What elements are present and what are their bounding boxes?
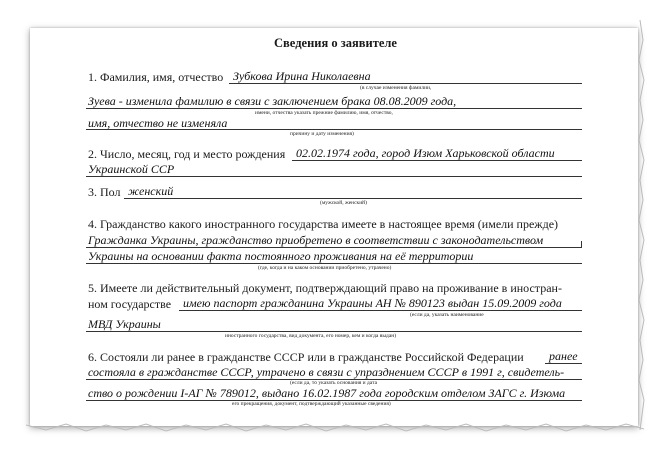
item5-value-line1: имею паспорт гражданина Украины АН № 890123 выдан 15.09.2009 года	[183, 296, 562, 310]
item1-value-line2: Зуева - изменила фамилию в связи с заключением брака 08.08.2009 года,	[88, 94, 457, 108]
item6-line1	[545, 363, 582, 364]
item1-line2	[86, 108, 582, 109]
item6-hint2: его прекращения, документ, подтверждающий указанные сведения)	[232, 401, 391, 407]
item1-value-line1: Зубкова Ирина Николаевна	[233, 69, 371, 83]
item5-hint2: иностранного государства, вид документа, его номер, кем и когда выдан)	[225, 333, 397, 339]
document-title: Сведения о заявителе	[274, 36, 397, 50]
item5-line2	[86, 331, 582, 332]
item2-label: 2. Число, месяц, год и место рождения	[88, 147, 286, 161]
item6-hint1: (если да, то указать основания и дата	[290, 380, 378, 386]
item5-hint1: (если да, указать наименование	[410, 312, 484, 318]
item2-value-line2: Украинской ССР	[88, 162, 175, 176]
item4-line2	[86, 263, 582, 264]
item1-line3	[86, 129, 582, 130]
item3-line	[124, 198, 582, 199]
item1-line1	[229, 83, 582, 84]
item5-line1	[179, 310, 582, 311]
item1-hint2: имени, отчества указать прежние фамилию, имя, отчество,	[255, 110, 393, 116]
item5-value-line2: МВД Украины	[88, 317, 161, 331]
item6-value-line1: ранее	[549, 349, 578, 363]
item4-line1	[86, 247, 582, 248]
item4-label: 4. Гражданство какого иностранного государства имеете в настоящее время (имели прежде)	[88, 217, 559, 231]
item4-value-line1: Гражданка Украины, гражданство приобретено в соответствии с законодательством	[88, 233, 544, 247]
item4-line1-end-tick	[581, 241, 582, 248]
item5-label-line2: ном государстве	[88, 297, 172, 311]
item2-value-line1: 02.02.1974 года, город Изюм Харьковской области	[296, 146, 555, 160]
item4-hint: (где, когда и на каком основании приобретено, утрачено)	[258, 265, 392, 271]
torn-edge-bottom	[26, 421, 644, 435]
torn-edge-right	[637, 20, 647, 430]
item1-value-line3: имя, отчество не изменяла	[88, 116, 228, 130]
item3-hint: (мужской, женский)	[320, 200, 367, 206]
item6-value-line3: ство о рождении I-АГ № 789012, выдано 16.02.1987 года городским отделом ЗАГС г. Изюма	[88, 386, 566, 400]
item3-label: 3. Пол	[88, 185, 121, 199]
item1-label: 1. Фамилия, имя, отчество	[88, 70, 224, 84]
item6-value-line2: состояла в гражданстве СССР, утрачено в связи с упразднением СССР в 1991 г, свидетель-	[88, 365, 565, 379]
item4-value-line2: Украины на основании факта постоянного проживания на её территории	[88, 249, 474, 263]
item2-line2	[86, 176, 582, 177]
item3-value: женский	[128, 184, 174, 198]
item2-line1	[292, 160, 582, 161]
item6-label-line1: 6. Состояли ли ранее в гражданстве СССР или в гражданстве Российской Федерации	[88, 350, 524, 364]
item5-label-line1: 5. Имеете ли действительный документ, подтверждающий право на проживание в иностран-	[88, 281, 562, 295]
item1-hint1: (в случае изменения фамилии,	[360, 85, 432, 91]
item1-hint3: причину и дату изменения)	[290, 131, 354, 137]
